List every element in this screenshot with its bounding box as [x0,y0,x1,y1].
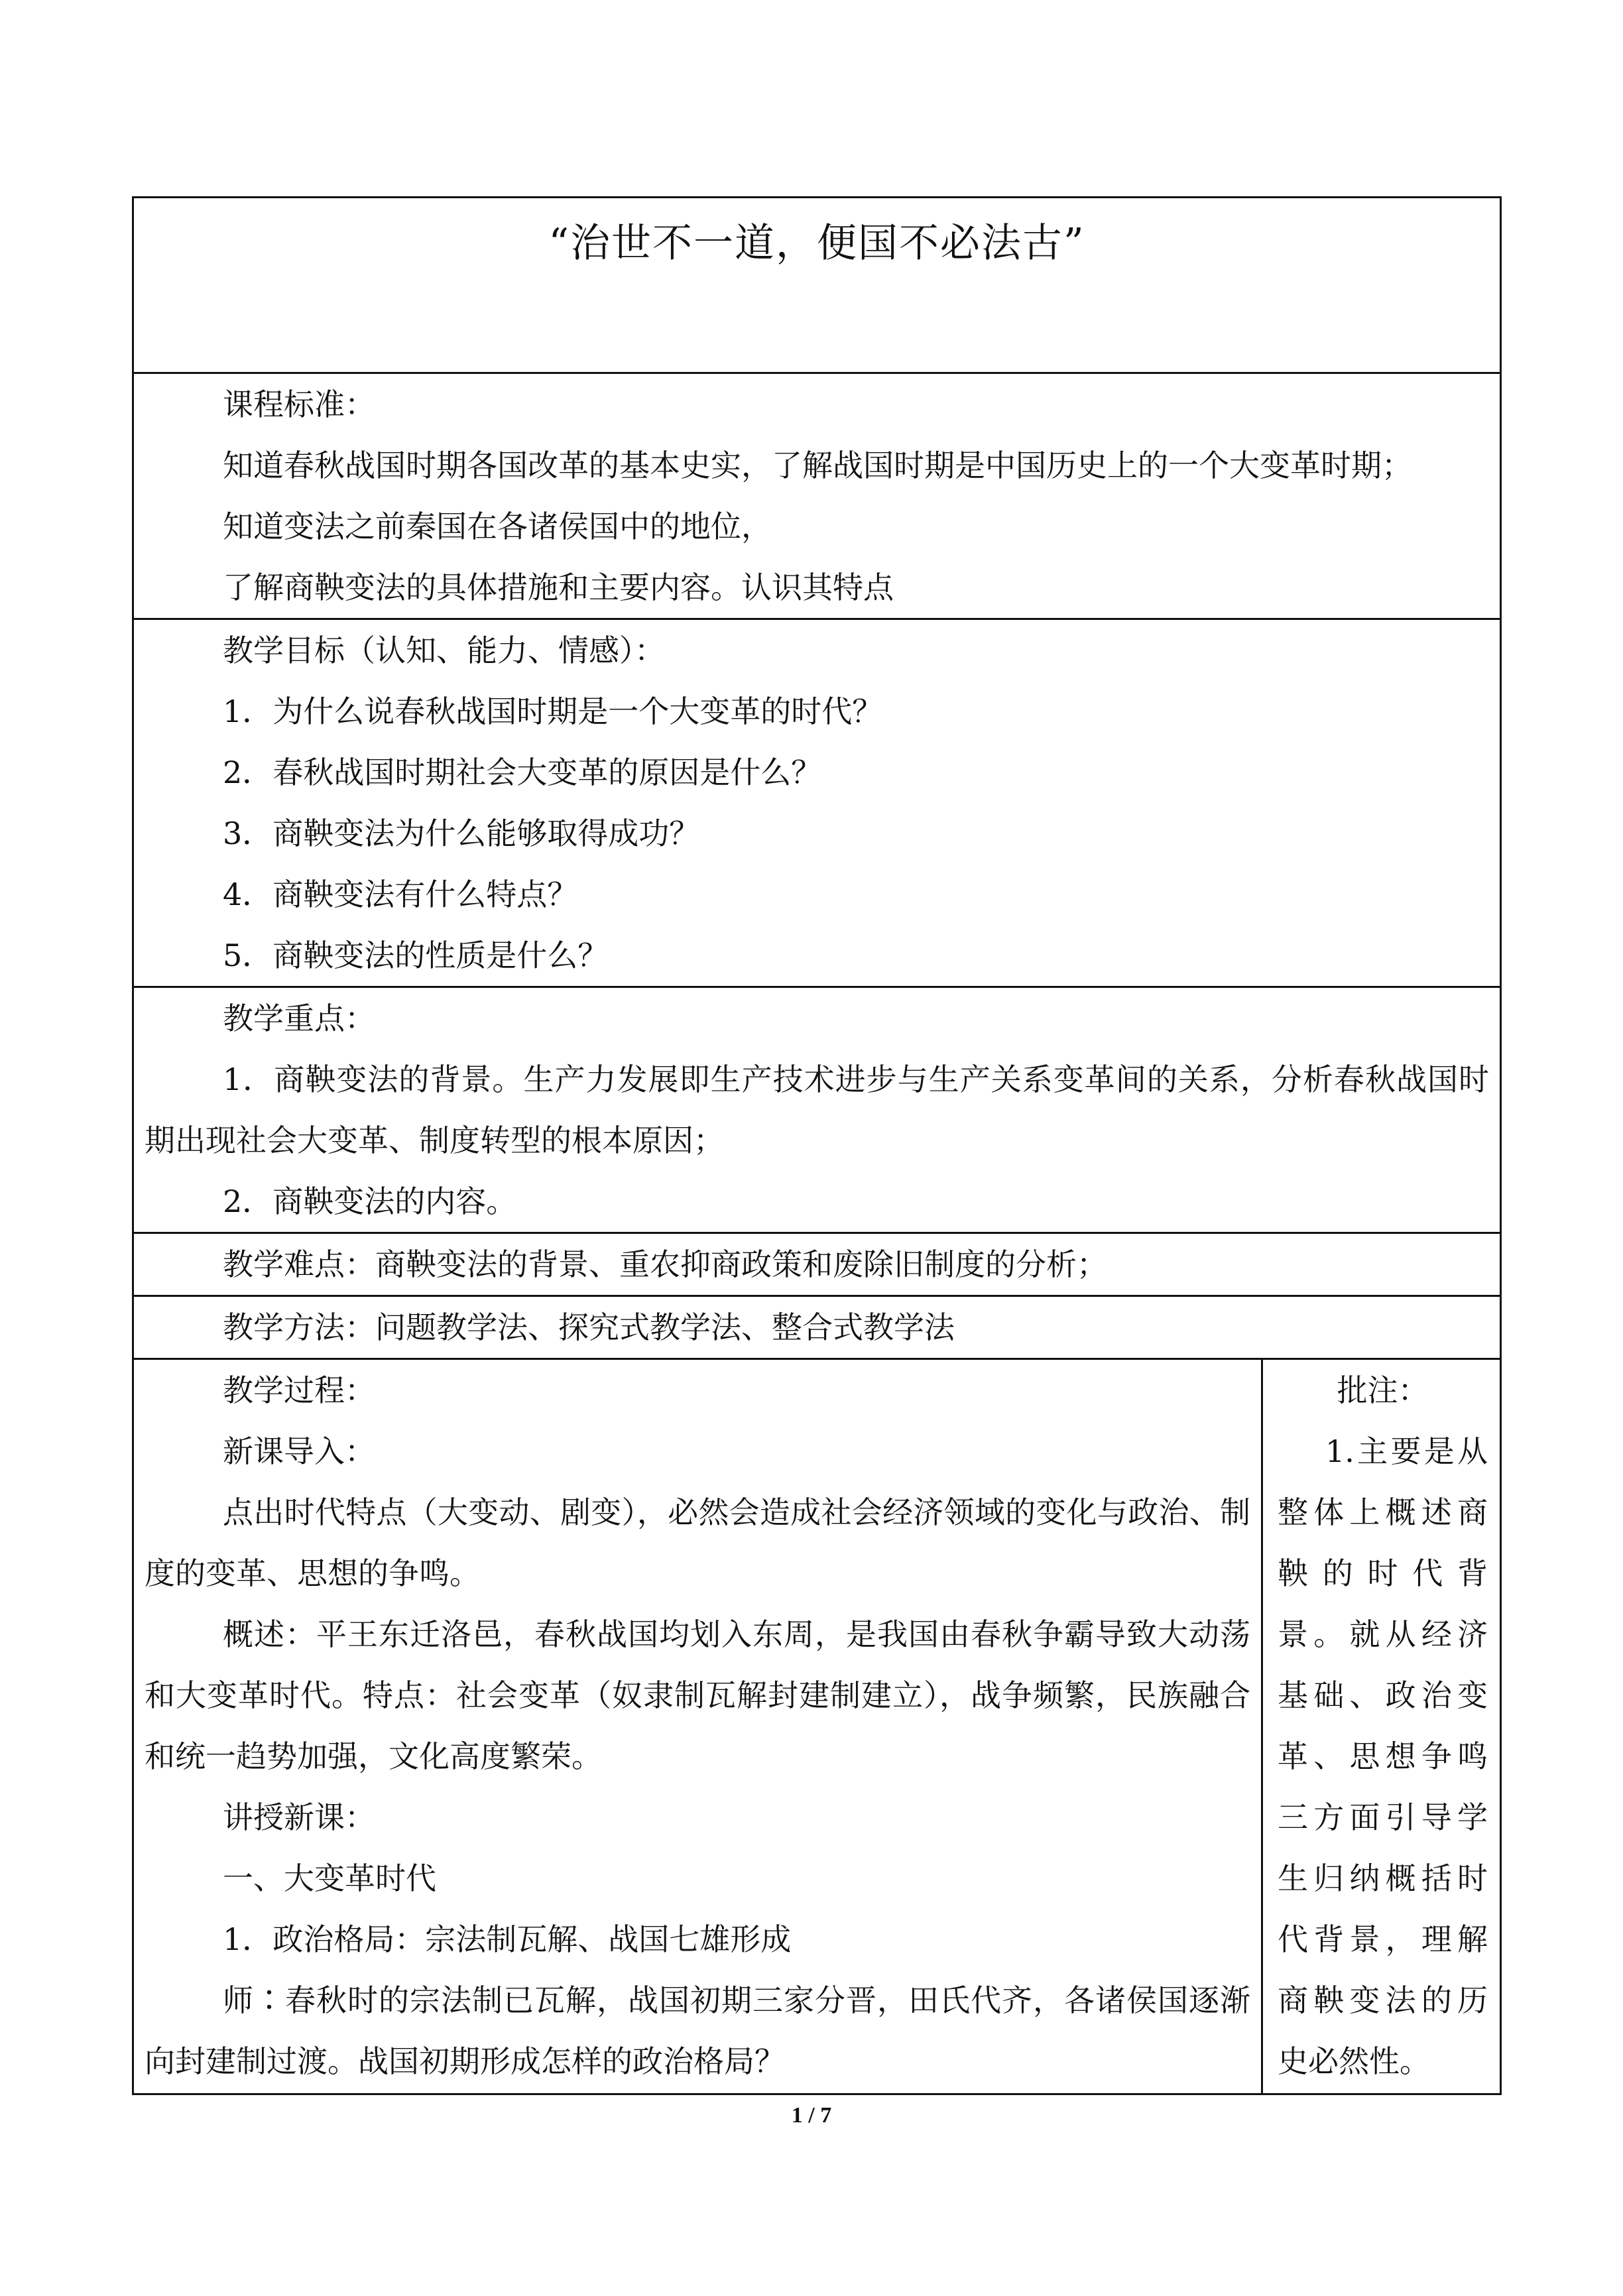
subsection-heading: 1．政治格局：宗法制瓦解、战国七雄形成 [223,1921,792,1957]
notes-text: 1.主要是从整体上概述商鞅的时代背景。就从经济基础、政治变革、思想争鸣三方面引导学生归纳概括时代背景，理解商鞅变法的历史必然性。 [1278,1433,1488,2079]
key-point-item: 1．商鞅变法的背景。生产力发展即生产技术进步与生产关系变革间的关系，分析春秋战国时期出现社会大变革、制度转型的根本原因； [145,1061,1490,1158]
intro-heading: 新课导入： [223,1433,375,1469]
overview-text: 概述：平王东迁洛邑，春秋战国均划入东周，是我国由春秋争霸导致大动荡和大变革时代。特点：社会变革（奴隶制瓦解封建制建立），战争频繁，民族融合和统一趋势加强，文化高度繁荣。 [145,1616,1250,1774]
course-standards-cell [133,373,1501,619]
page-number: 1 / 7 [791,2103,832,2128]
teaching-process-cell [133,1359,1262,2094]
page-title: “治世不一道，便国不必法古” [548,220,1085,267]
goal-item: 4．商鞅变法有什么特点？ [223,876,578,912]
teaching-goals-cell [133,619,1501,987]
lesson-plan-table [132,196,1502,2095]
section-heading: 一、大变革时代 [223,1860,436,1896]
key-points-cell [133,987,1501,1233]
standards-line: 了解商鞅变法的具体措施和主要内容。认识其特点 [223,570,894,605]
goals-heading: 教学目标（认知、能力、情感）： [223,633,665,668]
teaching-method: 教学方法：问题教学法、探究式教学法、整合式教学法 [223,1309,955,1345]
standards-line: 知道变法之前秦国在各诸侯国中的地位， [223,509,772,544]
teacher-text: 师∶春秋时的宗法制已瓦解，战国初期三家分晋，田氏代齐，各诸侯国逐渐向封建制过渡。战国初期形成怎样的政治格局？ [145,1982,1250,2079]
standards-heading: 课程标准： [223,387,375,422]
process-heading: 教学过程： [223,1372,375,1408]
key-point-item: 2．商鞅变法的内容。 [223,1183,517,1219]
standards-line: 知道春秋战国时期各国改革的基本史实，了解战国时期是中国历史上的一个大变革时期； [223,448,1412,483]
intro-text: 点出时代特点（大变动、剧变），必然会造成社会经济领域的变化与政治、制度的变革、思想的争鸣。 [145,1494,1250,1591]
difficulty-cell [133,1233,1501,1296]
notes-heading: 批注： [1337,1372,1429,1408]
title-cell [133,198,1501,373]
goal-item: 2．春秋战国时期社会大变革的原因是什么？ [223,755,822,790]
notes-cell [1262,1359,1501,2094]
new-lesson-heading: 讲授新课： [223,1799,375,1835]
key-points-heading: 教学重点： [223,1000,375,1036]
goal-item: 5．商鞅变法的性质是什么？ [223,937,609,973]
method-cell [133,1296,1501,1359]
teaching-difficulty: 教学难点：商鞅变法的背景、重农抑商政策和废除旧制度的分析； [223,1246,1107,1282]
goal-item: 3．商鞅变法为什么能够取得成功？ [223,816,700,851]
goal-item: 1．为什么说春秋战国时期是一个大变革的时代？ [223,694,883,729]
